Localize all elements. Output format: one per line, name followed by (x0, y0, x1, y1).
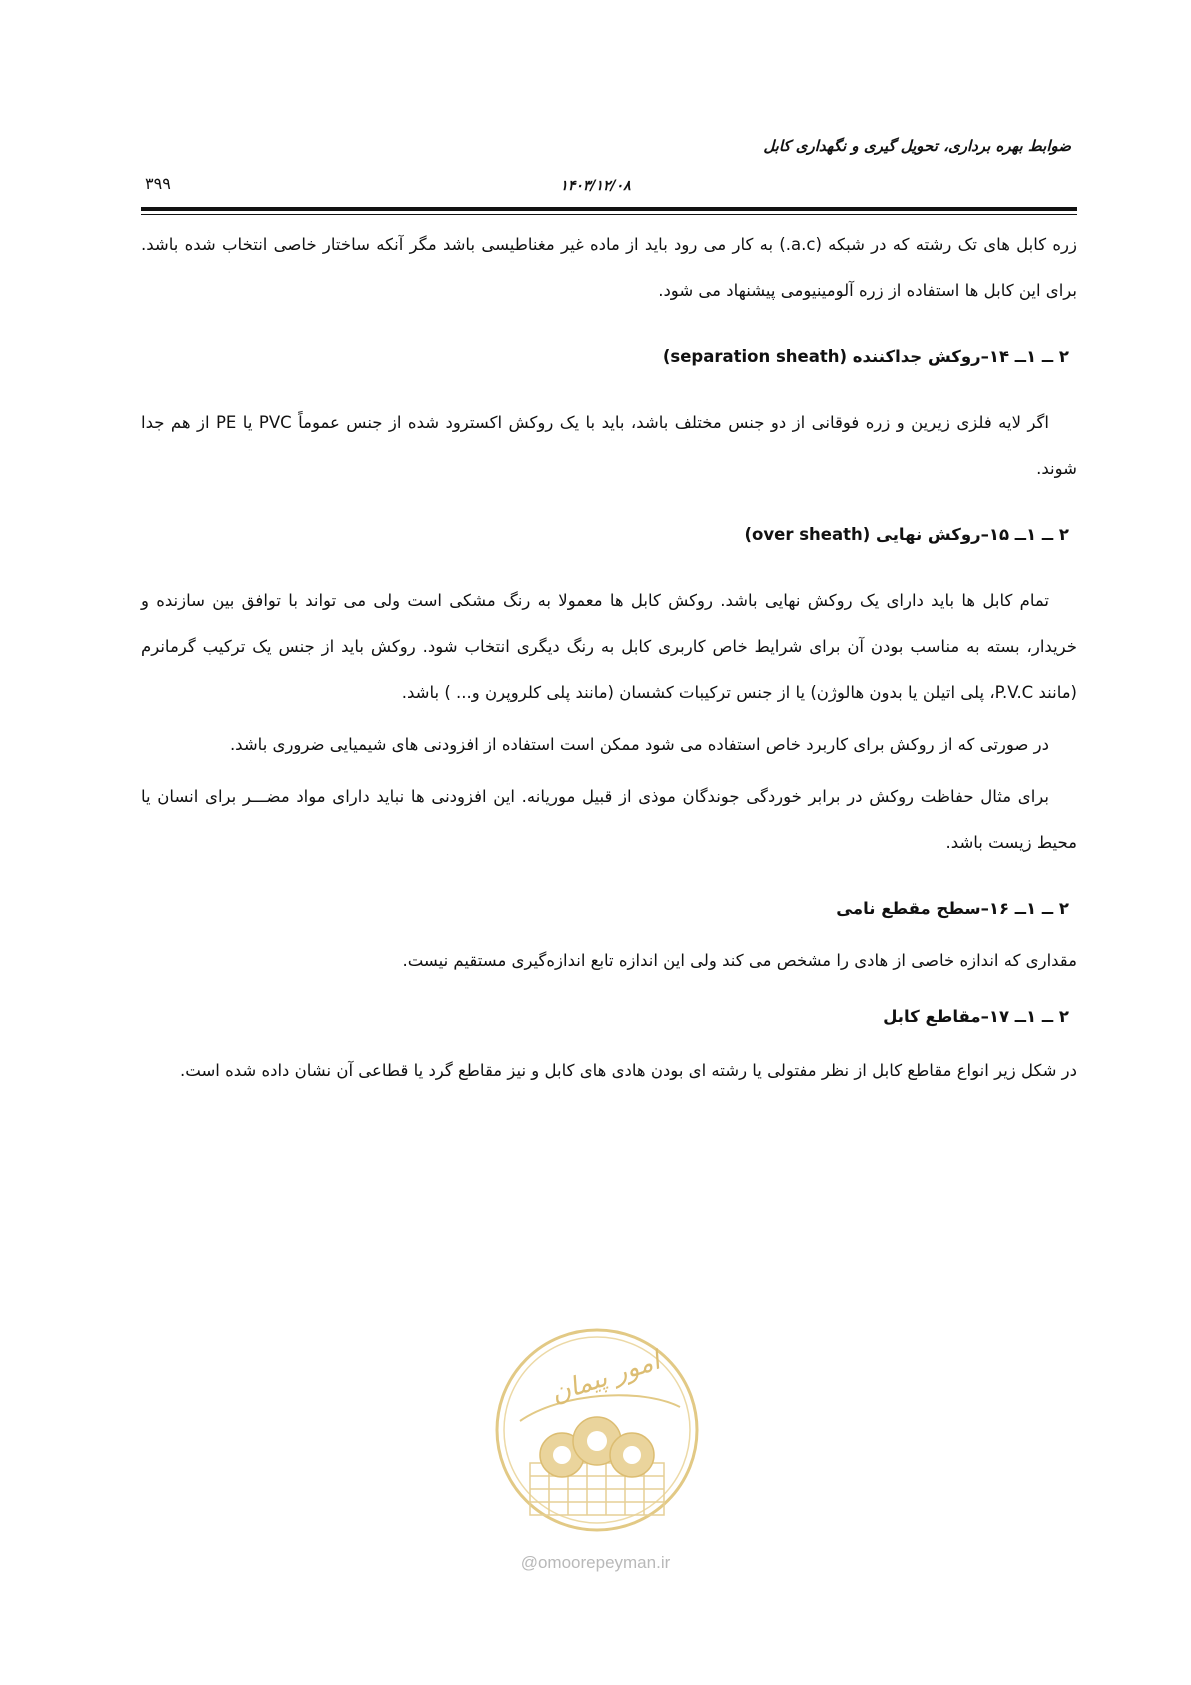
watermark-seal-logo (490, 1323, 704, 1537)
section-heading-16: ۲ ــ ۱ــ ۱۶–سطح مقطع نامی (836, 899, 1069, 918)
page-number: ۳۹۹ (145, 174, 171, 193)
header-rule-thick (141, 207, 1077, 211)
section-14-paragraph: اگر لایه فلزی زیرین و زره فوقانی از دو جنس مختلف باشد، باید با یک روکش اکسترود شده از جنس عموماً PVC یا PE از هم جدا شوند. (141, 413, 1077, 478)
section-15-paragraph-1: تمام کابل ها باید دارای یک روکش نهایی باشد. روکش کابل ها معمولا به رنگ مشکی است ولی می تواند با توافق بین سازنده و خریدار، بسته به مناسب بودن آن برای شرایط خاص کاربری کابل به رنگ دیگری انتخاب شود. روکش باید از جنس یک ترکیب گرمانرم (مانند P.V.C، پلی اتیلن یا بدون هالوژن) یا از جنس ترکیبات کشسان (مانند پلی کلروپرن و... ) باشد. (141, 591, 1077, 702)
watermark-url: @omoorepeyman.ir (520, 1553, 671, 1572)
section-16-paragraph: مقداری که اندازه خاصی از هادی را مشخص می کند ولی این اندازه تابع اندازه‌گیری مستقیم نیست. (402, 951, 1077, 970)
section-15-paragraph-2: در صورتی که از روکش برای کاربرد خاص استفاده می شود ممکن است استفاده از افزودنی های شیمیایی ضروری باشد. (229, 735, 1049, 754)
section-17-paragraph: در شکل زیر انواع مقاطع کابل از نظر مفتولی یا رشته ای بودن هادی های کابل و نیز مقاطع گرد یا قطاعی آن نشان داده شده است. (180, 1061, 1077, 1080)
intro-paragraph: زره کابل های تک رشته که در شبکه (a.c.) به کار می رود باید از ماده غیر مغناطیسی باشد مگر آنکه ساختار خاصی انتخاب شده باشد. برای این کابل ها استفاده از زره آلومینیومی پیشنهاد می شود. (141, 235, 1077, 300)
seal-text: امور پیمان (547, 1345, 664, 1410)
header-rule-thin (141, 214, 1077, 215)
running-header-title: ضوابط بهره برداری، تحویل گیری و نگهداری کابل (763, 137, 1071, 155)
section-heading-14: ۲ ــ ۱ــ ۱۴–روکش جداکننده (separation sheath) (662, 347, 1069, 366)
header-date: ۱۴۰۳/۱۲/۰۸ (560, 178, 631, 194)
section-heading-15: ۲ ــ ۱ــ ۱۵–روکش نهایی (over sheath) (744, 525, 1069, 544)
document-body (141, 222, 1077, 1094)
section-heading-17: ۲ ــ ۱ــ ۱۷–مقاطع کابل (883, 1007, 1069, 1026)
section-15-paragraph-3: برای مثال حفاظت روکش در برابر خوردگی جوندگان موذی از قبیل موریانه. این افزودنی ها نباید دارای مواد مضـــر برای انسان یا محیط زیست باشد. (141, 787, 1077, 852)
